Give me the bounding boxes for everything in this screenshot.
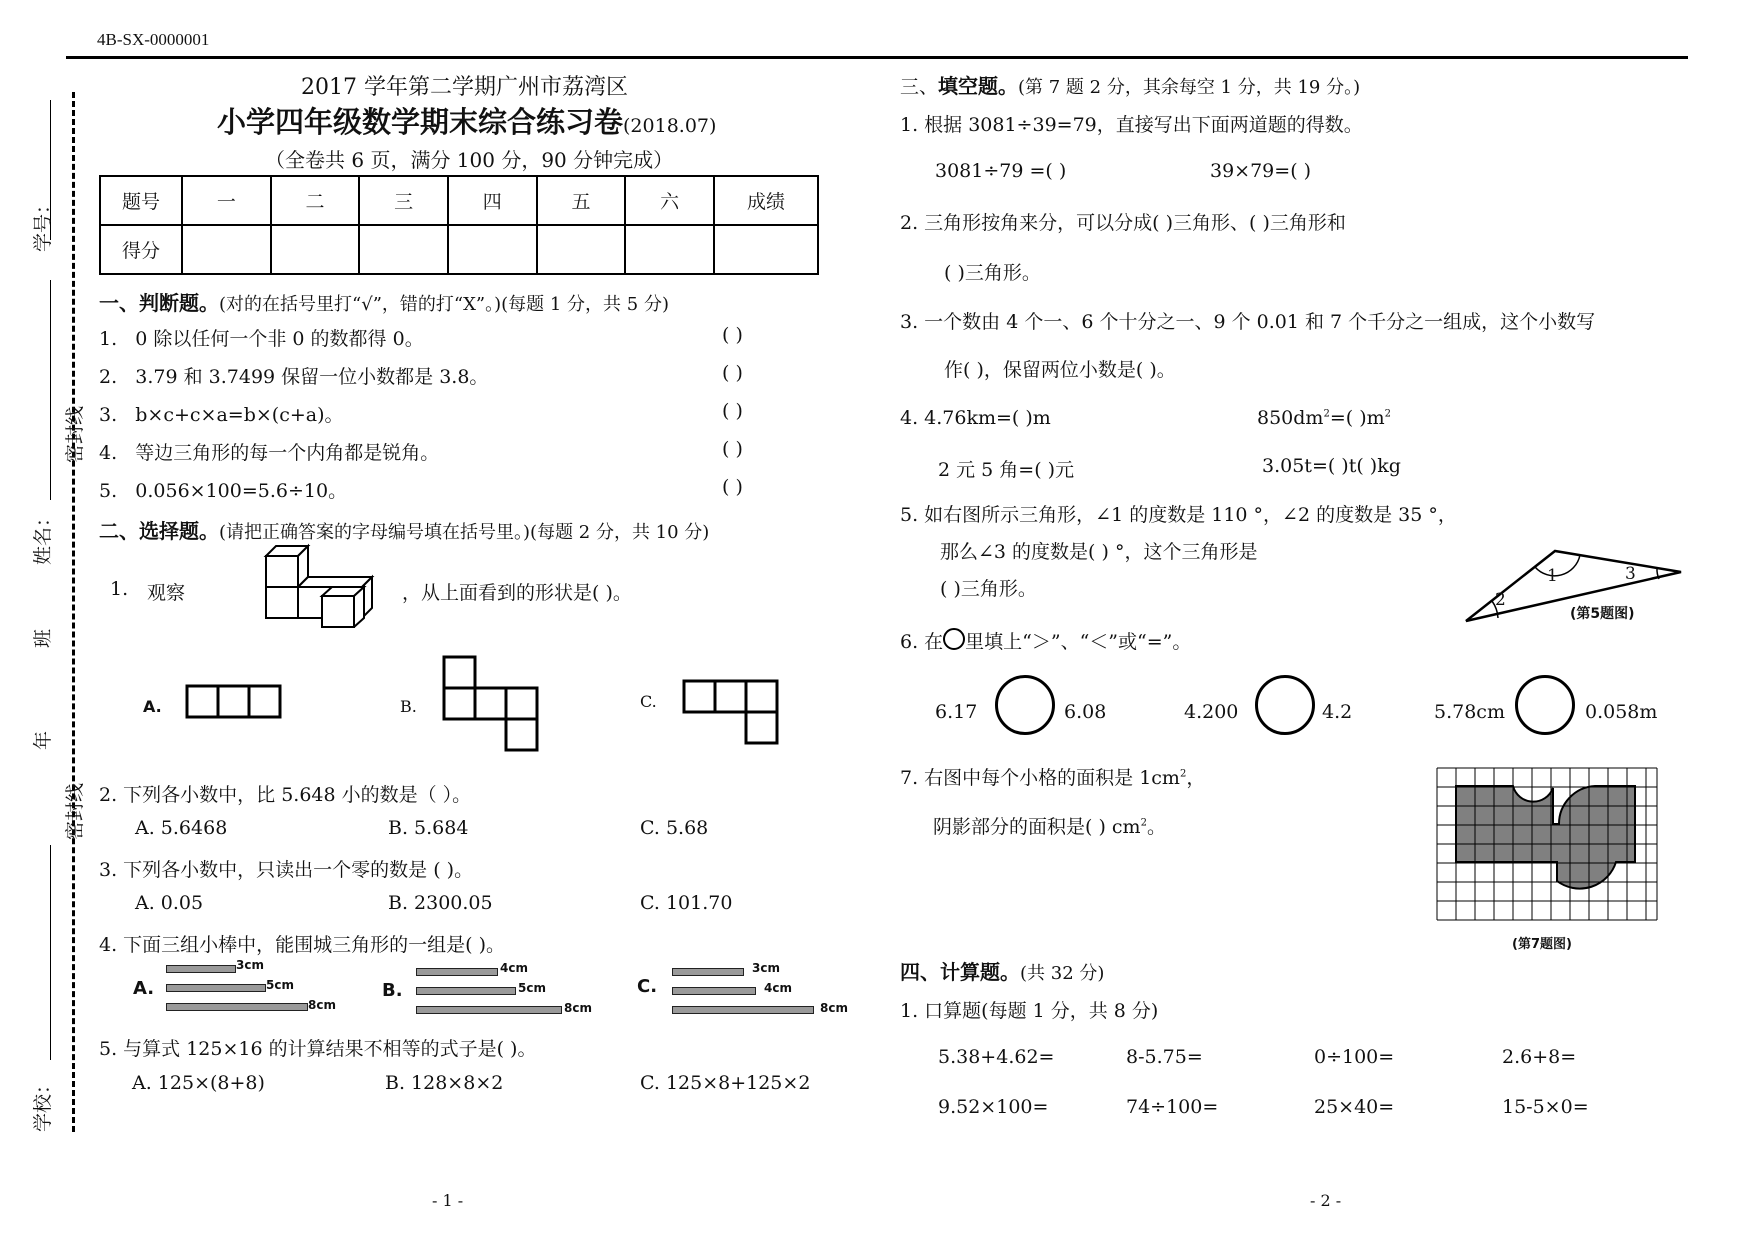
option-a-label[interactable]: A.: [133, 978, 155, 999]
stick-3cm: [166, 965, 236, 973]
score-table-header-row: [100, 176, 818, 225]
choice-q1-number: 1.: [110, 578, 129, 600]
angle-label: 3: [1625, 564, 1636, 584]
fill-q1-b[interactable]: 39×79=( ): [1210, 160, 1312, 182]
section3-heading: 三、填空题。(第 7 题 2 分，其余每空 1 分，共 19 分。): [900, 74, 1361, 98]
fill-q3-line2[interactable]: 作( )，保留两位小数是( )。: [944, 359, 1176, 381]
score-input-cell[interactable]: [537, 225, 626, 274]
cube-stack-figure: [262, 543, 382, 628]
stick-label: 4cm: [500, 961, 528, 975]
fill-q6: 6. 在 里填上“＞”、“＜”或“=”。: [900, 627, 1191, 654]
option-b-label[interactable]: B.: [400, 697, 417, 716]
calc-item[interactable]: 5.38+4.62=: [938, 1046, 1055, 1068]
score-cell: 五: [537, 176, 626, 225]
answer-paren[interactable]: ( ): [722, 400, 743, 422]
score-cell: 成绩: [714, 176, 818, 225]
choice-option[interactable]: C. 5.68: [640, 817, 709, 839]
fill-q2-line2[interactable]: ( )三角形。: [944, 262, 1041, 284]
option-a-shape: [185, 684, 283, 720]
school-line: [50, 845, 51, 1060]
choice-q1-post: ，从上面看到的形状是( )。: [402, 582, 632, 604]
score-input-cell[interactable]: [359, 225, 448, 274]
exam-title: [217, 100, 716, 141]
angle-label: 1: [1547, 566, 1558, 586]
fill-q1-a[interactable]: 3081÷79 =( ): [935, 160, 1067, 182]
score-input-cell[interactable]: [625, 225, 714, 274]
stick-8cm: [416, 1006, 562, 1014]
stick-label: 5cm: [518, 981, 546, 995]
choice-option[interactable]: B. 2300.05: [388, 892, 493, 914]
angle-label: 2: [1495, 590, 1506, 610]
stick-4cm: [672, 987, 756, 995]
choice-option[interactable]: C. 101.70: [640, 892, 733, 914]
judge-item: 2. 3.79 和 3.7499 保留一位小数都是 3.8。: [99, 366, 489, 388]
score-cell: 六: [625, 176, 714, 225]
calc-item[interactable]: 74÷100=: [1126, 1096, 1219, 1118]
compare-right: 4.2: [1322, 701, 1353, 723]
fill-q5-line3[interactable]: ( )三角形。: [940, 578, 1037, 600]
score-input-cell[interactable]: [271, 225, 360, 274]
score-cell: 一: [182, 176, 271, 225]
score-input-cell[interactable]: [182, 225, 271, 274]
calc-item[interactable]: 0÷100=: [1314, 1046, 1395, 1068]
score-input-cell[interactable]: [714, 225, 818, 274]
fill-q1: 1. 根据 3081÷39=79，直接写出下面两道题的得数。: [900, 114, 1363, 136]
answer-paren[interactable]: ( ): [722, 362, 743, 384]
grade-label: 年: [32, 730, 54, 750]
compare-left: 5.78cm: [1434, 701, 1505, 723]
score-cell: 四: [448, 176, 537, 225]
exam-subtitle: 2017 学年第二学期广州市荔湾区: [301, 75, 628, 100]
figure-caption: (第5题图): [1570, 606, 1635, 622]
calc-item[interactable]: 15-5×0=: [1502, 1096, 1589, 1118]
calc-sub-heading: 1. 口算题(每题 1 分，共 8 分): [900, 1000, 1159, 1022]
compare-right: 6.08: [1064, 701, 1107, 723]
score-cell: 题号: [100, 176, 182, 225]
circle-icon: [943, 628, 965, 650]
score-table: [99, 175, 819, 275]
compare-circle[interactable]: [995, 675, 1055, 735]
compare-circle[interactable]: [1515, 675, 1575, 735]
judge-item: 1. 0 除以任何一个非 0 的数都得 0。: [99, 328, 424, 350]
compare-left: 4.200: [1184, 701, 1239, 723]
stick-3cm: [672, 968, 744, 976]
fill-q4-a[interactable]: 4. 4.76km=( )m: [900, 407, 1051, 429]
compare-right: 0.058m: [1585, 701, 1658, 723]
stick-4cm: [416, 968, 498, 976]
calc-item[interactable]: 25×40=: [1314, 1096, 1395, 1118]
choice-option[interactable]: B. 128×8×2: [385, 1072, 504, 1094]
figure-caption: (第7题图): [1512, 937, 1572, 952]
option-c-shape: [682, 679, 780, 747]
judge-item: 5. 0.056×100=5.6÷10。: [99, 480, 348, 502]
score-cell: 得分: [100, 225, 182, 274]
choice-option[interactable]: A. 5.6468: [135, 817, 228, 839]
header-rule: [66, 56, 1688, 59]
choice-option[interactable]: A. 125×(8+8): [132, 1072, 265, 1094]
choice-q5: 5. 与算式 125×16 的计算结果不相等的式子是( )。: [99, 1038, 537, 1060]
answer-paren[interactable]: ( ): [722, 476, 743, 498]
compare-left: 6.17: [935, 701, 978, 723]
option-c-label[interactable]: C.: [640, 692, 657, 711]
stick-8cm: [672, 1006, 814, 1014]
choice-option[interactable]: C. 125×8+125×2: [640, 1072, 811, 1094]
section1-heading: 一、判断题。(对的在括号里打“√”，错的打“X”。)(每题 1 分，共 5 分): [99, 291, 669, 315]
choice-q4: 4. 下面三组小棒中，能围城三角形的一组是( )。: [99, 934, 506, 956]
stick-5cm: [166, 984, 266, 992]
answer-paren[interactable]: ( ): [722, 324, 743, 346]
score-cell: 二: [271, 176, 360, 225]
student-no-label: 学号：: [32, 194, 54, 252]
exam-title-main: 小学四年级数学期末综合练习卷: [217, 105, 624, 139]
exam-note: （全卷共 6 页，满分 100 分，90 分钟完成）: [265, 148, 674, 172]
calc-item[interactable]: 9.52×100=: [938, 1096, 1049, 1118]
stick-5cm: [416, 987, 516, 995]
choice-q3: 3. 下列各小数中，只读出一个零的数是 ( )。: [99, 859, 474, 881]
option-a-label[interactable]: A.: [143, 697, 162, 716]
section2-heading: 二、选择题。(请把正确答案的字母编号填在括号里。)(每题 2 分，共 10 分): [99, 519, 710, 543]
compare-circle[interactable]: [1255, 675, 1315, 735]
fill-q3: 3. 一个数由 4 个一、6 个十分之一、9 个 0.01 和 7 个千分之一组成，这个小数写: [900, 311, 1596, 333]
calc-item[interactable]: 8-5.75=: [1126, 1046, 1203, 1068]
choice-q1-pre: 观察: [147, 582, 186, 604]
answer-paren[interactable]: ( ): [722, 438, 743, 460]
document-code: 4B-SX-0000001: [97, 30, 210, 49]
fill-q7-line2[interactable]: 阴影部分的面积是( ) $cm^2$。: [933, 816, 1166, 838]
fill-q4-b[interactable]: $850dm^2=$( )$m^2$: [1257, 407, 1392, 429]
name-line: [50, 280, 51, 500]
stick-label: 3cm: [752, 961, 780, 975]
dashed-cut-line: [72, 92, 75, 1132]
choice-option[interactable]: A. 0.05: [135, 892, 204, 914]
option-b-shape: [442, 655, 540, 753]
page-number: - 2 -: [1310, 1191, 1342, 1210]
fill-q5-line2[interactable]: 那么∠3 的度数是( ) °，这个三角形是: [940, 541, 1258, 563]
stick-label: 3cm: [236, 958, 264, 972]
seal-line-label: 密封线: [64, 405, 86, 463]
stick-label: 4cm: [764, 981, 792, 995]
score-input-cell[interactable]: [448, 225, 537, 274]
calc-item[interactable]: 2.6+8=: [1502, 1046, 1577, 1068]
stick-8cm: [166, 1003, 308, 1011]
score-table-score-row: [100, 225, 818, 274]
fill-q4-d[interactable]: 3.05t=( )t( )kg: [1262, 455, 1401, 477]
grid-area-figure: [1436, 767, 1658, 921]
page-number: - 1 -: [432, 1191, 464, 1210]
judge-item: 4. 等边三角形的每一个内角都是锐角。: [99, 442, 440, 464]
judge-item: 3. b×c+c×a=b×(c+a)。: [99, 404, 344, 426]
stick-label: 8cm: [820, 1001, 848, 1015]
stick-label: 8cm: [308, 998, 336, 1012]
exam-title-date: (2018.07): [623, 115, 717, 137]
fill-q2: 2. 三角形按角来分，可以分成( )三角形、( )三角形和: [900, 212, 1346, 234]
class-label: 班: [32, 628, 54, 648]
seal-line-label: 密封线: [64, 782, 86, 840]
section4-heading: 四、计算题。(共 32 分): [900, 960, 1105, 984]
stick-label: 5cm: [266, 978, 294, 992]
fill-q4-c[interactable]: 2 元 5 角=( )元: [938, 459, 1075, 481]
stick-label: 8cm: [564, 1001, 592, 1015]
choice-q2: 2. 下列各小数中，比 5.648 小的数是（ ）。: [99, 784, 472, 806]
option-c-label[interactable]: C.: [637, 976, 658, 997]
name-label: 姓名：: [32, 507, 54, 565]
choice-option[interactable]: B. 5.684: [388, 817, 469, 839]
fill-q7: 7. 右图中每个小格的面积是 $1cm^2$，: [900, 767, 1206, 789]
option-b-label[interactable]: B.: [382, 980, 403, 1001]
score-cell: 三: [359, 176, 448, 225]
fill-q5: 5. 如右图所示三角形，∠1 的度数是 110 °，∠2 的度数是 35 °，: [900, 504, 1457, 526]
school-label: 学校：: [32, 1074, 54, 1132]
